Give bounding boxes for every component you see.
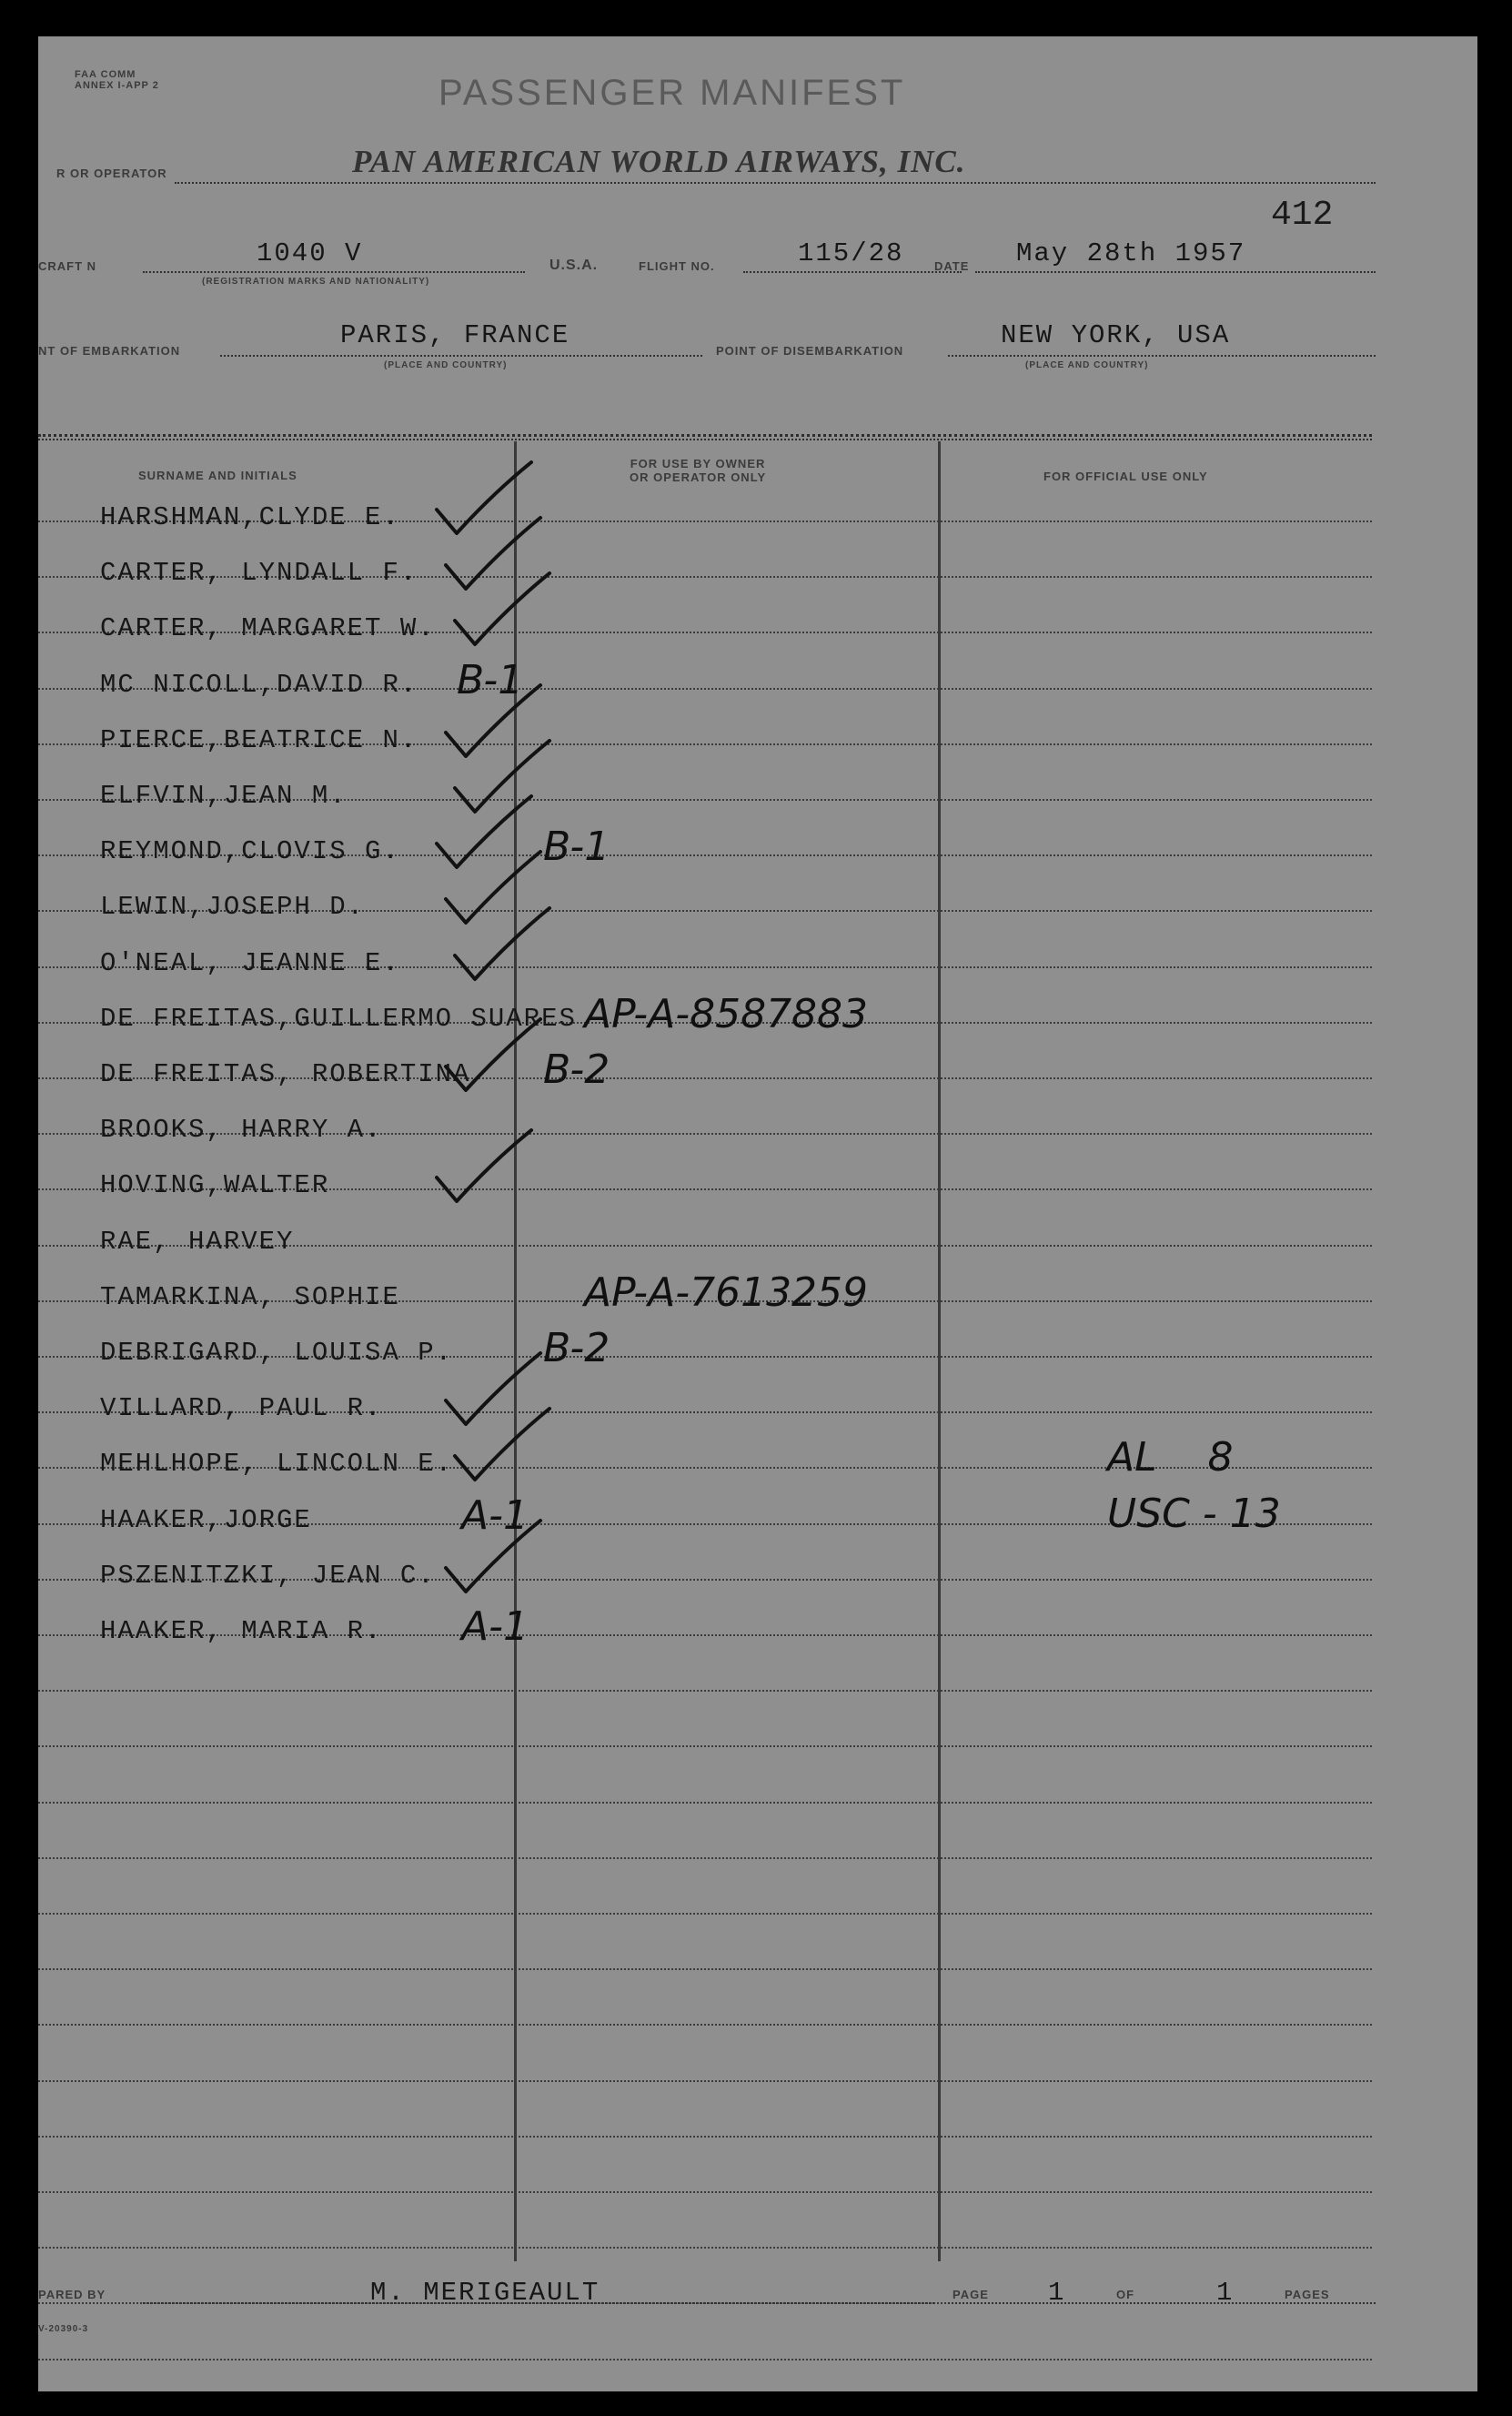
page-number: 1: [1048, 2278, 1066, 2308]
passenger-name: MC NICOLL,DAVID R.: [100, 670, 418, 700]
checkmark-icon: [448, 1403, 557, 1485]
owner-annotation: A-1: [461, 1603, 529, 1650]
col-header-owner: FOR USE BY OWNER OR OPERATOR ONLY: [630, 457, 767, 484]
row-rule: [38, 1745, 1372, 1747]
passenger-name: O'NEAL, JEANNE E.: [100, 948, 400, 978]
checkmark-icon: [438, 1014, 548, 1096]
prepared-by-label: PARED BY: [38, 2288, 106, 2301]
operator-label: R OR OPERATOR: [56, 167, 167, 180]
owner-annotation: B-2: [543, 1325, 610, 1371]
form-title: PASSENGER MANIFEST: [438, 73, 906, 113]
operator-name: PAN AMERICAN WORLD AIRWAYS, INC.: [352, 144, 966, 179]
row-rule: [38, 1802, 1372, 1804]
passenger-name: HOVING,WALTER: [100, 1170, 330, 1200]
passenger-name: RAE, HARVEY: [100, 1227, 295, 1257]
disembarkation-value: NEW YORK, USA: [1001, 320, 1231, 350]
checkmark-icon: [429, 1125, 539, 1207]
page-total: 1: [1216, 2278, 1235, 2308]
of-label: OF: [1116, 2288, 1135, 2301]
aircraft-caption: (REGISTRATION MARKS AND NATIONALITY): [202, 277, 430, 287]
date-label: DATE: [934, 259, 970, 273]
row-rule: [38, 1857, 1372, 1859]
passenger-name: PSZENITZKI, JEAN C.: [100, 1561, 436, 1591]
col-header-names: SURNAME AND INITIALS: [138, 469, 297, 482]
manifest-sheet: [38, 36, 1477, 2391]
embarkation-caption: (PLACE AND COUNTRY): [384, 360, 508, 370]
passenger-name: DE FREITAS, ROBERTINA: [100, 1059, 471, 1089]
row-rule: [38, 1968, 1372, 1970]
passenger-name: DEBRIGARD, LOUISA P.: [100, 1338, 454, 1368]
pages-label: PAGES: [1285, 2288, 1330, 2301]
passenger-name: TAMARKINA, SOPHIE: [100, 1282, 400, 1312]
row-rule: [38, 2024, 1372, 2026]
aircraft-value: 1040 V: [257, 238, 363, 268]
embarkation-label: NT OF EMBARKATION: [38, 344, 181, 358]
row-rule: [38, 2191, 1372, 2193]
passenger-name: HAAKER,JORGE: [100, 1505, 312, 1535]
flight-number: 115/28: [798, 238, 904, 268]
row-rule: [38, 2247, 1372, 2249]
prepared-by-value: M. MERIGEAULT: [370, 2278, 600, 2308]
passenger-name: PIERCE,BEATRICE N.: [100, 725, 418, 755]
date-value: May 28th 1957: [1016, 238, 1246, 268]
owner-annotation: B-1: [457, 657, 524, 703]
row-rule: [38, 2080, 1372, 2082]
embarkation-value: PARIS, FRANCE: [340, 320, 570, 350]
passenger-name: VILLARD, PAUL R.: [100, 1393, 383, 1423]
usa-label: U.S.A.: [549, 258, 599, 273]
page-label: PAGE: [953, 2288, 989, 2301]
aircraft-label: CRAFT N: [38, 259, 97, 273]
passenger-name: HARSHMAN,CLYDE E.: [100, 502, 400, 532]
disembarkation-label: POINT OF DISEMBARKATION: [716, 344, 904, 358]
passenger-name: REYMOND,CLOVIS G.: [100, 836, 400, 866]
corner-code: FAA COMM ANNEX I-APP 2: [75, 69, 159, 91]
passenger-name: DE FREITAS,GUILLERMO SUARES: [100, 1004, 577, 1034]
owner-annotation: A-1: [461, 1492, 529, 1539]
passenger-name: BROOKS, HARRY A.: [100, 1115, 383, 1145]
owner-annotation: AP-A-7613259: [584, 1269, 869, 1316]
checkmark-icon: [448, 903, 557, 985]
disembarkation-caption: (PLACE AND COUNTRY): [1025, 360, 1149, 370]
passenger-name: ELFVIN,JEAN M.: [100, 781, 348, 811]
passenger-name: CARTER, LYNDALL F.: [100, 558, 418, 588]
checkmark-icon: [448, 568, 557, 650]
row-rule: [38, 1913, 1372, 1915]
row-rule: [38, 2359, 1372, 2360]
owner-annotation: AP-A-8587883: [584, 991, 869, 1037]
row-rule: [38, 1690, 1372, 1692]
passenger-name: MEHLHOPE, LINCOLN E.: [100, 1449, 454, 1479]
col-header-official: FOR OFFICIAL USE ONLY: [1043, 470, 1208, 483]
row-rule: [38, 2136, 1372, 2138]
owner-annotation: B-1: [543, 824, 610, 870]
passenger-name: LEWIN,JOSEPH D.: [100, 892, 366, 922]
owner-annotation: B-2: [543, 1046, 610, 1093]
page-stamp: 412: [1271, 196, 1334, 235]
official-annotation: USC - 13: [1107, 1491, 1281, 1537]
official-annotation: AL 8: [1107, 1434, 1234, 1481]
passenger-name: CARTER, MARGARET W.: [100, 613, 436, 643]
form-code: V-20390-3: [38, 2324, 89, 2334]
checkmark-icon: [438, 1515, 548, 1597]
passenger-name: HAAKER, MARIA R.: [100, 1616, 383, 1646]
flight-label: FLIGHT NO.: [639, 259, 715, 273]
